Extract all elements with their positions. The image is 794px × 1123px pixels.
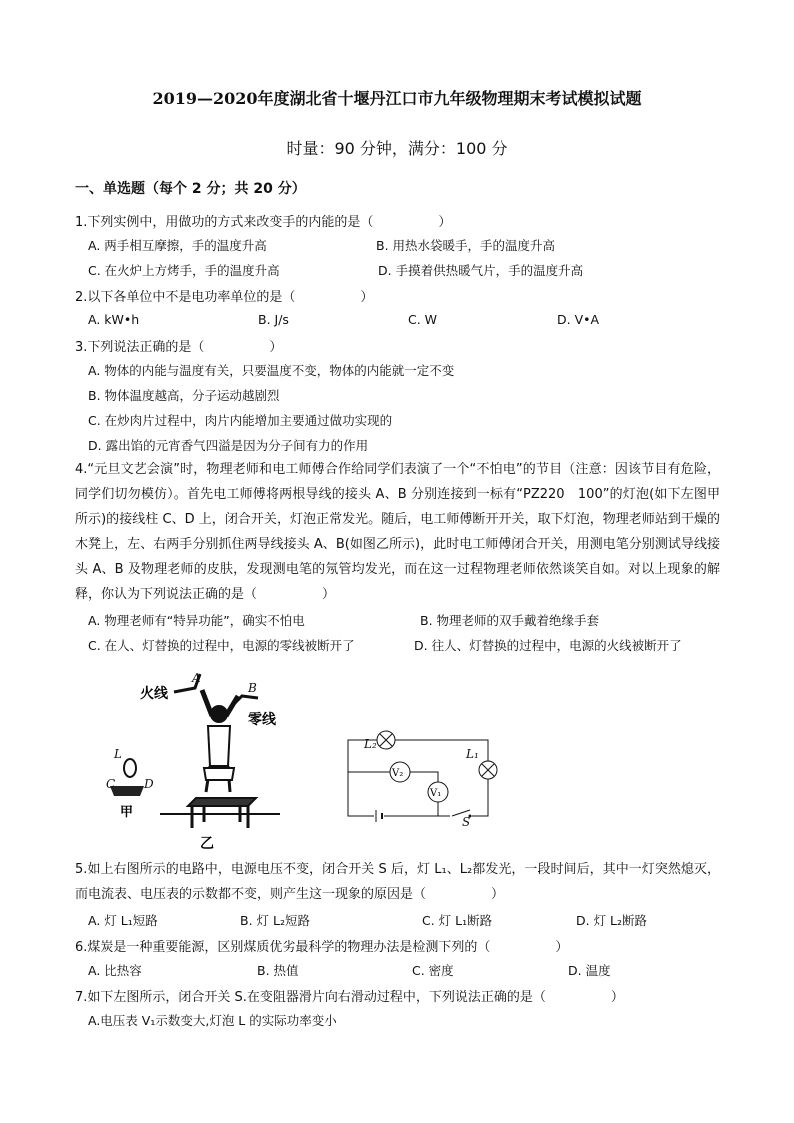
question-3-option-a: A. 物体的内能与温度有关，只要温度不变，物体的内能就一定不变 xyxy=(88,363,455,378)
person-head xyxy=(210,705,228,723)
caption-jia: 甲 xyxy=(120,805,134,820)
figure-teacher-svg xyxy=(100,668,283,858)
question-2-option-a: A. kW•h xyxy=(88,312,140,327)
question-2-option-b: B. J/s xyxy=(258,312,289,327)
circuit-svg xyxy=(338,726,510,826)
question-1-option-c: C. 在火炉上方烤手，手的温度升高 xyxy=(88,263,280,278)
question-6-option-d: D. 温度 xyxy=(568,963,611,978)
question-7-option-a: A.电压表 V₁示数变大,灯泡 L 的实际功率变小 xyxy=(88,1013,337,1028)
label-d: D xyxy=(144,777,154,791)
question-2-option-d: D. V•A xyxy=(557,312,600,327)
person-shorts xyxy=(204,768,234,780)
page-subtitle: 时量：90 分钟，满分：100 分 xyxy=(286,139,508,158)
section-heading: 一、单选题（每个 2 分；共 20 分） xyxy=(75,181,306,197)
question-4-stem: 4.“元旦文艺会演”时，物理老师和电工师傅合作给同学们表演了一个“不怕电”的节目（注意：因该节目有危险，同学们切勿模仿）。首先电工师傅将两根导线的接头 A、B 分别连接到一标有“PZ220 100”的灯泡(如下左图甲所示)的接线柱 C、D 上，闭合开关，灯泡正常发光。随后，电工师傅断开开关，取下灯泡，物理老师站到干燥的木凳上，左、右两手分别抓住两导线接头 A、B(如图乙所示)，此时电工师傅闭合开关，用测电笔分别测试导线接头 A、B 及物理老师的皮肤，发现测电笔的氖管均发光，而在这一过程物理老师依然谈笑自如。对以上现象的解释，你认为下列说法正确的是（ ） xyxy=(75,462,720,602)
question-5-option-b: B. 灯 L₂短路 xyxy=(240,913,310,928)
question-7-stem: 7.如下左图所示，闭合开关 S.在变阻器滑片向右滑动过程中，下列说法正确的是（ ） xyxy=(75,990,624,1005)
question-2-stem: 2.以下各单位中不是电功率单位的是（ ） xyxy=(75,290,374,305)
figure-teacher-experiment xyxy=(100,668,283,858)
question-3-option-b: B. 物体温度越高，分子运动越剧烈 xyxy=(88,388,280,403)
question-4-option-a: A. 物理老师有“特异功能”，确实不怕电 xyxy=(88,613,305,628)
question-1-option-a: A. 两手相互摩擦，手的温度升高 xyxy=(88,238,267,253)
question-5-option-d: D. 灯 L₂断路 xyxy=(576,913,648,928)
question-6-option-b: B. 热值 xyxy=(257,963,299,978)
question-1-option-b: B. 用热水袋暖手，手的温度升高 xyxy=(376,238,556,253)
question-3-option-c: C. 在炒肉片过程中，肉片内能增加主要通过做功实现的 xyxy=(88,413,393,428)
label-l: L xyxy=(114,747,122,761)
question-3-stem: 3.下列说法正确的是（ ） xyxy=(75,340,283,355)
question-2-option-c: C. W xyxy=(408,312,438,327)
wooden-stool-legs xyxy=(192,806,248,828)
voltmeter-v2-label: V₂ xyxy=(392,768,404,779)
live-wire-label: 火线 xyxy=(140,686,168,702)
question-4-option-c: C. 在人、灯替换的过程中，电源的零线被断开了 xyxy=(88,638,355,653)
caption-yi: 乙 xyxy=(200,836,214,852)
neutral-wire-label: 零线 xyxy=(248,712,276,728)
lamp-bulb-icon xyxy=(124,759,136,777)
question-5-option-a: A. 灯 L₁短路 xyxy=(88,913,158,928)
question-5-option-c: C. 灯 L₁断路 xyxy=(422,913,493,928)
person-torso xyxy=(208,726,230,766)
lamp-l2-label: L₂ xyxy=(364,737,377,751)
lamp-l1-label: L₁ xyxy=(466,747,479,761)
label-a: A xyxy=(192,671,201,685)
question-1-stem: 1.下列实例中，用做功的方式来改变手的内能的是（ ） xyxy=(75,215,452,230)
label-c: C xyxy=(106,777,116,791)
voltmeter-v1-label: V₁ xyxy=(430,788,442,799)
question-6-option-a: A. 比热容 xyxy=(88,963,142,978)
switch-label: S xyxy=(462,815,471,826)
question-1-option-d: D. 手摸着供热暖气片，手的温度升高 xyxy=(378,263,584,278)
question-4-option-d: D. 往人、灯替换的过程中，电源的火线被断开了 xyxy=(414,638,682,653)
wooden-stool-top xyxy=(188,798,256,806)
page-title: 2019—2020年度湖北省十堰丹江口市九年级物理期末考试模拟试题 xyxy=(152,89,642,108)
question-6-option-c: C. 密度 xyxy=(412,963,454,978)
figure-circuit xyxy=(338,726,510,826)
question-4-option-b: B. 物理老师的双手戴着绝缘手套 xyxy=(420,613,600,628)
label-b: B xyxy=(248,681,257,695)
question-5-stem: 5.如上右图所示的电路中，电源电压不变，闭合开关 S 后，灯 L₁、L₂都发光，一段时间后，其中一灯突然熄灭，而电流表、电压表的示数都不变，则产生这一现象的原因是（ ） xyxy=(75,862,720,902)
question-6-stem: 6.煤炭是一种重要能源，区别煤质优劣最科学的物理办法是检测下列的（ ） xyxy=(75,940,569,955)
question-3-option-d: D. 露出馅的元宵香气四溢是因为分子间有力的作用 xyxy=(88,438,369,453)
